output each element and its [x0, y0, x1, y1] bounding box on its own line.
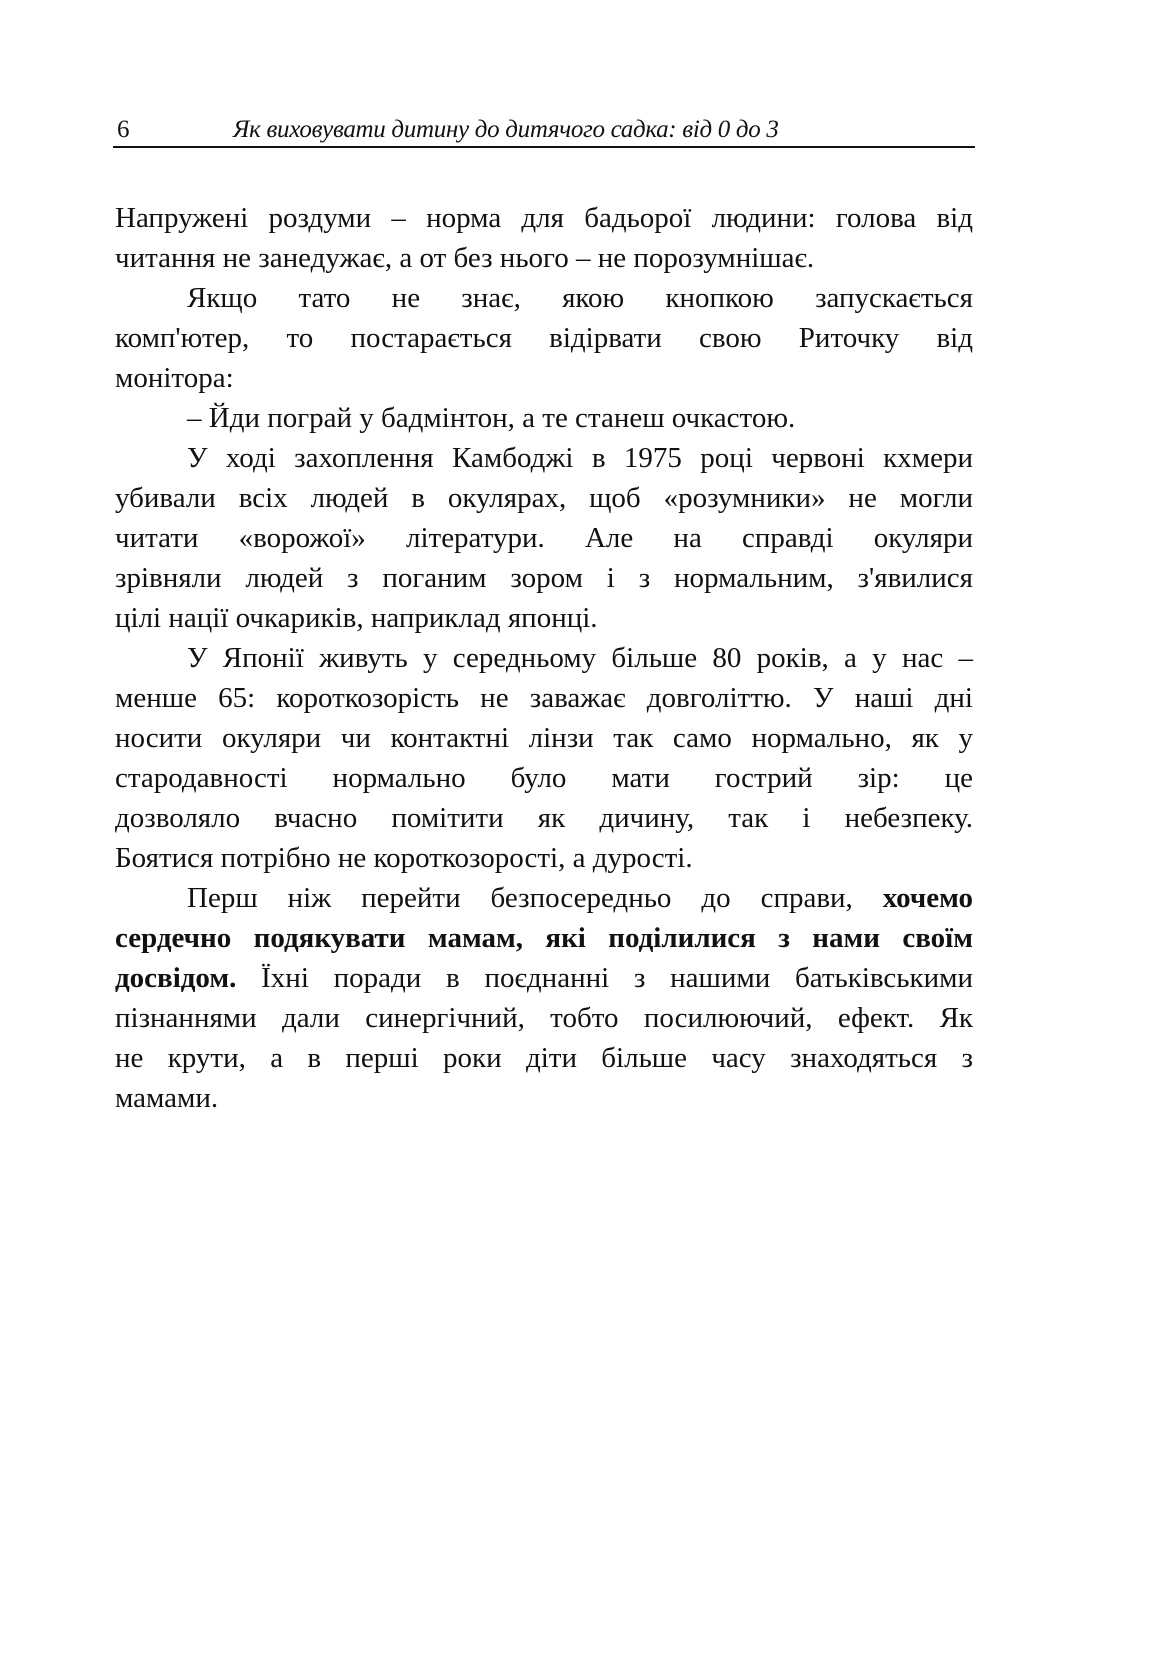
paragraph: [115, 278, 973, 398]
text-span: пізнаннями дали синергічний, тобто посилюючий, ефект. Як: [115, 1002, 973, 1034]
text-span: носити окуляри чи контактні лінзи так само нормально, як у: [115, 722, 973, 754]
text-line: [115, 638, 973, 678]
text-line: [115, 318, 973, 358]
text-line: [115, 718, 973, 758]
bold-text: досвідом.: [115, 962, 237, 994]
paragraph: [115, 398, 973, 438]
paragraph: [115, 198, 973, 278]
text-line: [115, 998, 973, 1038]
text-span: Їхні поради в поєднанні з нашими батьківськими: [236, 962, 973, 994]
text-span: менше 65: короткозорість не заважає довголіттю. У наші дні: [115, 682, 973, 714]
text-line: [115, 198, 973, 238]
running-header: [113, 112, 975, 148]
text-line: [115, 518, 973, 558]
text-span: зрівняли людей з поганим зором і з нормальним, з'явилися: [115, 562, 973, 594]
text-line: [115, 758, 973, 798]
paragraph: [115, 638, 973, 878]
text-line: [115, 558, 973, 598]
text-span: Напружені роздуми – норма для бадьорої людини: голова від: [115, 202, 973, 234]
text-line: [115, 478, 973, 518]
text-line: [115, 278, 973, 318]
text-line: [115, 878, 973, 918]
running-title: Як виховувати дитину до дитячого садка: від 0 до 3: [233, 116, 779, 143]
text-line: [115, 918, 973, 958]
text-line: [115, 438, 973, 478]
page-number: 6: [117, 116, 130, 143]
text-line: [115, 398, 973, 438]
text-span: монітора:: [115, 362, 234, 394]
body-text: [115, 198, 973, 1118]
text-span: мамами.: [115, 1082, 219, 1114]
text-line: [115, 358, 973, 398]
text-line: [115, 958, 973, 998]
text-span: Боятися потрібно не короткозорості, а дурості.: [115, 842, 693, 874]
text-line: [115, 1078, 973, 1118]
text-span: У ході захоплення Камбоджі в 1975 році червоні кхмери: [187, 442, 973, 474]
text-span: Перш ніж перейти безпосередньо до справи,: [187, 882, 883, 914]
paragraph: [115, 438, 973, 638]
text-span: Якщо тато не знає, якою кнопкою запускається: [187, 282, 973, 314]
text-line: [115, 598, 973, 638]
text-line: [115, 238, 973, 278]
paragraph: [115, 878, 973, 1118]
text-line: [115, 1038, 973, 1078]
text-span: – Йди пограй у бадмінтон, а те станеш очкастою.: [187, 402, 796, 434]
text-line: [115, 838, 973, 878]
bold-text: хочемо: [882, 882, 973, 914]
text-span: читання не занедужає, а от без нього – не порозумнішає.: [115, 242, 815, 274]
text-line: [115, 798, 973, 838]
text-line: [115, 678, 973, 718]
text-span: убивали всіх людей в окулярах, щоб «розумники» не могли: [115, 482, 973, 514]
text-span: комп'ютер, то постарається відірвати свою Риточку від: [115, 322, 973, 354]
bold-text: сердечно подякувати мамам, які поділилися з нами своїм: [115, 922, 973, 954]
text-span: не крути, а в перші роки діти більше часу знаходяться з: [115, 1042, 973, 1074]
text-span: У Японії живуть у середньому більше 80 років, а у нас –: [187, 642, 973, 674]
text-span: стародавності нормально було мати гострий зір: це: [115, 762, 973, 794]
text-span: дозволяло вчасно помітити як дичину, так і небезпеку.: [115, 802, 973, 834]
text-span: цілі нації очкариків, наприклад японці.: [115, 602, 598, 634]
text-span: читати «ворожої» літератури. Але на справді окуляри: [115, 522, 973, 554]
